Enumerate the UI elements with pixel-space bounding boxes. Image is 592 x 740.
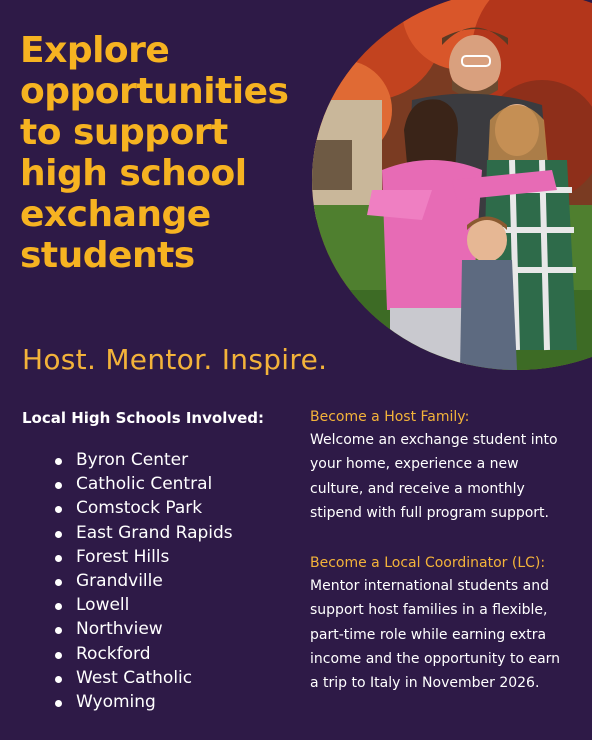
host-family-description	[310, 428, 585, 525]
school-item: Rockford	[52, 642, 233, 666]
headline-line: opportunities	[20, 71, 289, 112]
description-line: Mentor international students and	[310, 578, 549, 594]
school-item: East Grand Rapids	[52, 521, 233, 545]
school-list	[52, 448, 233, 714]
school-item: Wyoming	[52, 690, 233, 714]
local-coordinator-title: Become a Local Coordinator (LC):	[310, 555, 546, 571]
headline-line: to support	[20, 112, 228, 153]
headline-line: Explore	[20, 30, 170, 71]
school-item: Northview	[52, 617, 233, 641]
school-item: West Catholic	[52, 666, 233, 690]
family-photo	[312, 0, 592, 370]
description-line: support host families in a flexible,	[310, 602, 548, 619]
school-item: Forest Hills	[52, 545, 233, 569]
tagline: Host. Mentor. Inspire.	[22, 343, 328, 376]
school-item: Grandville	[52, 569, 233, 593]
local-coordinator-description	[310, 574, 585, 695]
school-item: Comstock Park	[52, 496, 233, 520]
headline-line: high school	[20, 153, 247, 194]
school-item: Lowell	[52, 593, 233, 617]
school-item: Byron Center	[52, 448, 233, 472]
host-family-section	[310, 406, 585, 525]
description-line: your home, experience a new	[310, 456, 519, 473]
school-item: Catholic Central	[52, 472, 233, 496]
schools-heading: Local High Schools Involved:	[22, 409, 265, 427]
description-line: culture, and receive a monthly	[310, 480, 525, 497]
headline-line: students	[20, 235, 195, 276]
description-line: income and the opportunity to earn	[310, 650, 561, 667]
local-coordinator-section	[310, 552, 585, 695]
description-line: stipend with full program support.	[310, 504, 549, 521]
headline-line: exchange	[20, 194, 211, 235]
description-line: a trip to Italy in November 2026.	[310, 675, 540, 692]
headline	[20, 30, 330, 276]
description-line: part-time role while earning extra	[310, 626, 547, 643]
host-family-title: Become a Host Family:	[310, 409, 470, 425]
description-line: Welcome an exchange student into	[310, 432, 558, 448]
